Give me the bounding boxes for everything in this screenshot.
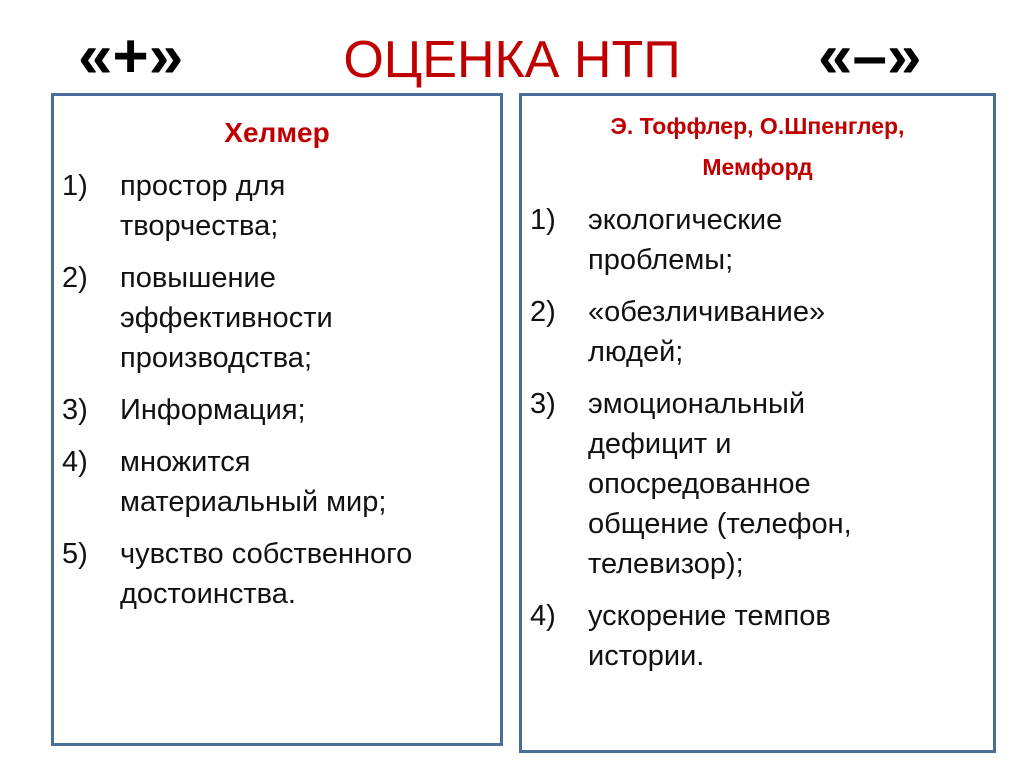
item-text: экологические проблемы; xyxy=(588,204,783,276)
item-text: Информация; xyxy=(120,394,306,426)
item-number: 3) xyxy=(530,388,556,420)
pros-heading: Хелмер xyxy=(224,117,330,148)
item-number: 3) xyxy=(62,394,88,426)
list-item xyxy=(54,534,500,614)
item-number: 1) xyxy=(530,204,556,236)
cons-box xyxy=(519,93,996,753)
cons-list xyxy=(522,200,993,676)
item-number: 4) xyxy=(530,600,556,632)
slide-title: ОЦЕНКА НТП xyxy=(343,31,681,89)
list-item xyxy=(54,390,500,430)
item-text: эмоциональный дефицит и опосредованное общение (телефон, телевизор); xyxy=(588,388,852,580)
item-text: ускорение темпов истории. xyxy=(588,600,831,672)
item-number: 5) xyxy=(62,538,88,570)
cons-heading: Э. Тоффлер, О.Шпенглер, Мемфорд xyxy=(610,113,905,180)
list-item xyxy=(54,166,500,246)
list-item xyxy=(522,200,993,280)
item-number: 4) xyxy=(62,446,88,478)
list-item xyxy=(522,384,993,584)
list-item xyxy=(522,596,993,676)
item-text: чувство собственного достоинства. xyxy=(120,538,413,610)
pros-list xyxy=(54,166,500,614)
plus-mark: «+» xyxy=(78,22,184,91)
list-item xyxy=(54,442,500,522)
item-text: множится материальный мир; xyxy=(120,446,387,518)
item-text: повышение эффективности производства; xyxy=(120,262,333,374)
item-number: 2) xyxy=(530,296,556,328)
pros-box xyxy=(51,93,503,746)
item-text: «обезличивание» людей; xyxy=(588,296,826,368)
list-item xyxy=(54,258,500,378)
item-number: 1) xyxy=(62,170,88,202)
minus-mark: «–» xyxy=(818,22,922,91)
list-item xyxy=(522,292,993,372)
item-text: простор для творчества; xyxy=(120,170,286,242)
item-number: 2) xyxy=(62,262,88,294)
